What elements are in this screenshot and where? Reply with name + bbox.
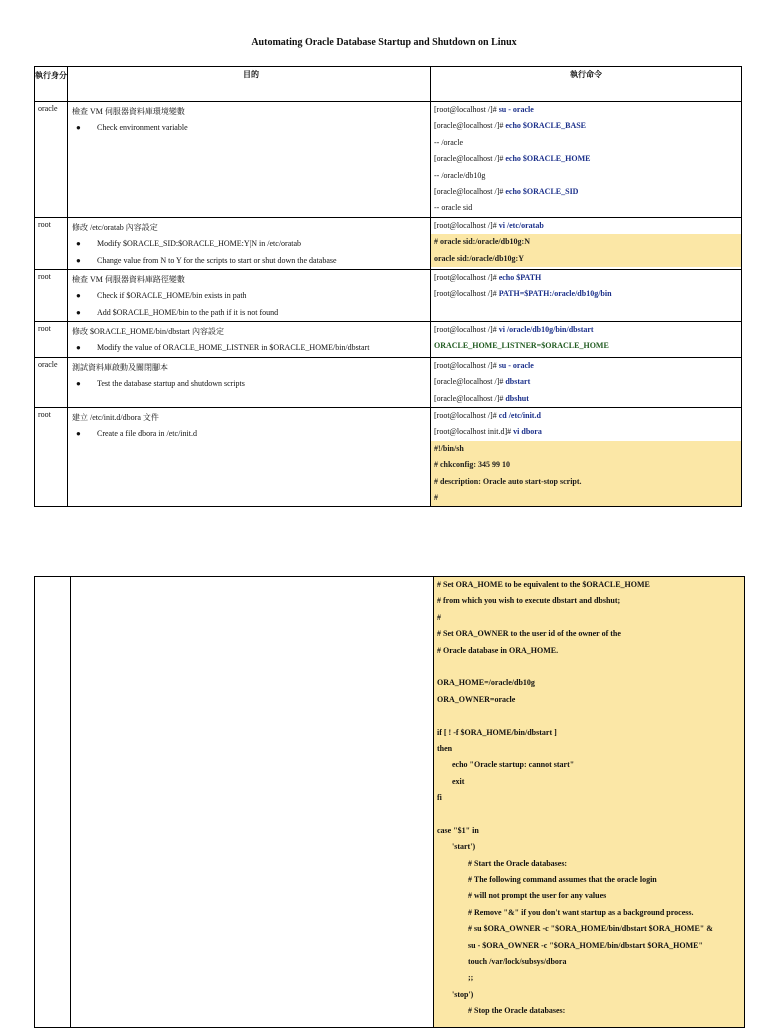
command-prefix: [oracle@localhost /]#	[434, 121, 506, 131]
script-line: touch /var/lock/subsys/dbora	[468, 956, 567, 966]
command-prefix: -- oracle sid	[434, 203, 473, 213]
script-line: #	[437, 612, 441, 622]
command-prefix: [root@localhost /]#	[434, 411, 499, 421]
command-cell	[431, 217, 742, 269]
command-line	[431, 118, 741, 134]
command-line	[431, 168, 741, 184]
bullet-dot-icon: ●	[76, 239, 81, 249]
purpose-cell	[68, 322, 431, 358]
command-prefix: #	[434, 492, 438, 502]
command-line	[431, 200, 741, 216]
script-line: ORA_OWNER=oracle	[437, 694, 516, 704]
command-line	[431, 286, 741, 302]
command-prefix: -- /oracle/db10g	[434, 170, 486, 180]
script-purpose-cell	[71, 577, 434, 1028]
command-line	[431, 374, 741, 390]
role-cell: oracle	[35, 102, 68, 218]
command-prefix: [root@localhost /]#	[434, 220, 499, 230]
command-line	[431, 322, 741, 338]
role-cell: root	[35, 408, 68, 507]
bullet-text: Check if $ORACLE_HOME/bin exists in path	[97, 291, 247, 301]
document-title: Automating Oracle Database Startup and Shutdown on Linux	[251, 37, 517, 48]
command-text: echo $ORACLE_SID	[505, 186, 579, 196]
header-command: 執行命令	[431, 67, 742, 102]
script-line: ;;	[468, 973, 474, 983]
bullet-item	[72, 253, 430, 269]
command-line	[431, 474, 741, 490]
command-line	[431, 234, 741, 250]
purpose-title: 檢查 VM 伺服器資料庫路徑變數	[72, 274, 185, 284]
bullet-dot-icon: ●	[76, 123, 81, 133]
command-text: vi dbora	[513, 427, 542, 437]
bullet-item	[72, 120, 430, 136]
bullet-text: Test the database startup and shutdown scripts	[97, 379, 245, 389]
script-line: 'stop')	[452, 989, 474, 999]
purpose-title: 檢查 VM 伺服器資料庫環境變數	[72, 107, 185, 116]
command-line	[431, 408, 741, 424]
script-line: # The following command assumes that the oracle login	[468, 875, 657, 885]
command-prefix: [root@localhost /]#	[434, 105, 499, 114]
command-prefix: [root@localhost /]#	[434, 289, 499, 299]
command-prefix: [root@localhost init.d]#	[434, 427, 514, 437]
script-code-cell	[434, 577, 745, 1028]
command-line	[431, 391, 741, 407]
purpose-title: 修改 $ORACLE_HOME/bin/dbstart 內容設定	[72, 327, 224, 337]
command-line	[431, 251, 741, 267]
purpose-cell	[68, 357, 431, 407]
bullet-text: Check environment variable	[97, 123, 188, 133]
command-prefix: # oracle sid:/oracle/db10g:N	[434, 237, 530, 247]
purpose-cell	[68, 408, 431, 507]
command-cell	[431, 357, 742, 407]
command-text: cd /etc/init.d	[498, 411, 541, 421]
command-line	[431, 457, 741, 473]
script-line: # will not prompt the user for any values	[468, 891, 607, 901]
purpose-title: 修改 /etc/oratab 內容設定	[72, 222, 158, 232]
command-prefix: oracle sid:/oracle/db10g:Y	[434, 253, 524, 263]
bullet-dot-icon: ●	[76, 343, 81, 353]
bullet-dot-icon: ●	[76, 379, 81, 389]
script-line	[434, 806, 744, 822]
steps-table	[34, 66, 742, 507]
script-line: # Set ORA_HOME to be equivalent to the $ORACLE_HOME	[437, 580, 650, 589]
script-line: # Stop the Oracle databases:	[468, 1006, 566, 1016]
purpose-cell	[68, 269, 431, 321]
command-line	[431, 338, 741, 354]
command-prefix: [oracle@localhost /]#	[434, 154, 506, 164]
command-prefix: [oracle@localhost /]#	[434, 393, 506, 403]
script-line: su - $ORA_OWNER -c "$ORA_HOME/bin/dbstart $ORA_HOME"	[468, 940, 703, 950]
command-prefix: [root@localhost /]#	[434, 272, 499, 282]
role-cell: root	[35, 322, 68, 358]
header-purpose: 目的	[68, 67, 431, 102]
command-text: dbshut	[505, 393, 529, 403]
script-role-cell	[35, 577, 71, 1028]
script-line: # Remove "&" if you don't want startup as a background process.	[468, 907, 694, 917]
command-prefix: #!/bin/sh	[434, 443, 464, 453]
command-text: echo $ORACLE_BASE	[505, 121, 587, 131]
bullet-text: Change value from N to Y for the scripts to start or shut down the database	[97, 255, 337, 265]
script-line: fi	[437, 793, 442, 803]
script-line: ORA_HOME=/oracle/db10g	[437, 678, 535, 688]
command-text: vi /etc/oratab	[498, 220, 544, 230]
command-prefix: # description: Oracle auto start-stop script.	[434, 476, 582, 486]
bullet-text: Modify $ORACLE_SID:$ORACLE_HOME:Y|N in /etc/oratab	[97, 239, 302, 249]
command-prefix: [root@localhost /]#	[434, 360, 499, 370]
purpose-cell	[68, 102, 431, 218]
command-line	[431, 135, 741, 151]
script-line: echo "Oracle startup: cannot start"	[452, 760, 575, 770]
command-text: PATH=$PATH:/oracle/db10g/bin	[498, 289, 612, 299]
table-row	[35, 102, 742, 218]
bullet-dot-icon: ●	[76, 429, 81, 439]
bullet-item	[72, 236, 430, 252]
purpose-cell	[68, 217, 431, 269]
command-line	[431, 102, 741, 118]
header-role: 執行身分	[35, 67, 68, 102]
bullet-item	[72, 426, 430, 442]
role-cell: root	[35, 269, 68, 321]
script-line: # from which you wish to execute dbstart and dbshut;	[437, 596, 621, 606]
command-text: vi /oracle/db10g/bin/dbstart	[498, 325, 594, 335]
command-prefix: # chkconfig: 345 99 10	[434, 460, 510, 470]
bullet-item	[72, 376, 430, 392]
script-line: if [ ! -f $ORA_HOME/bin/dbstart ]	[437, 727, 557, 737]
table-row	[35, 217, 742, 269]
script-line: then	[437, 743, 453, 753]
command-text: ORACLE_HOME_LISTNER=$ORACLE_HOME	[434, 341, 609, 351]
command-cell	[431, 102, 742, 218]
command-cell	[431, 322, 742, 358]
script-line: # Set ORA_OWNER to the user id of the owner of the	[437, 629, 621, 639]
command-text: echo $ORACLE_HOME	[505, 154, 591, 164]
command-line	[431, 184, 741, 200]
command-line	[431, 424, 741, 440]
command-cell	[431, 408, 742, 507]
bullet-dot-icon: ●	[76, 255, 81, 265]
script-table	[34, 576, 745, 1028]
bullet-item	[72, 288, 430, 304]
script-line	[434, 659, 744, 675]
command-line	[431, 270, 741, 286]
purpose-title: 測試資料庫啟動及關閉腳本	[72, 362, 168, 372]
command-line	[431, 490, 741, 506]
script-line: exit	[452, 776, 465, 786]
bullet-text: Create a file dbora in /etc/init.d	[97, 429, 197, 439]
command-text: su - oracle	[498, 360, 534, 370]
command-line	[431, 441, 741, 457]
bullet-item	[72, 305, 430, 321]
bullet-item	[72, 340, 430, 356]
script-line: # su $ORA_OWNER -c "$ORA_HOME/bin/dbstart $ORA_HOME" &	[468, 924, 713, 934]
command-prefix: [oracle@localhost /]#	[434, 377, 506, 387]
table-header-row	[35, 67, 742, 102]
script-row	[35, 577, 745, 1028]
role-cell: root	[35, 217, 68, 269]
script-line: case "$1" in	[437, 825, 479, 835]
command-line	[431, 151, 741, 167]
script-line: 'start')	[452, 842, 476, 852]
command-text: echo $PATH	[498, 272, 542, 282]
table-row	[35, 357, 742, 407]
command-text: su - oracle	[498, 105, 534, 114]
script-line: # Start the Oracle databases:	[468, 858, 568, 868]
bullet-dot-icon: ●	[76, 307, 81, 317]
bullet-text: Add $ORACLE_HOME/bin to the path if it is not found	[97, 307, 279, 317]
command-prefix: -- /oracle	[434, 137, 464, 147]
bullet-text: Modify the value of ORACLE_HOME_LISTNER in $ORACLE_HOME/bin/dbstart	[97, 343, 370, 353]
table-row	[35, 269, 742, 321]
command-prefix: [root@localhost /]#	[434, 325, 499, 335]
script-line	[434, 708, 744, 724]
script-line: # Oracle database in ORA_HOME.	[437, 645, 559, 655]
command-line	[431, 218, 741, 234]
bullet-dot-icon: ●	[76, 291, 81, 301]
table-row	[35, 408, 742, 507]
command-prefix: [oracle@localhost /]#	[434, 186, 506, 196]
purpose-title: 建立 /etc/init.d/dbora 文件	[72, 413, 159, 423]
command-line	[431, 358, 741, 374]
table-row	[35, 322, 742, 358]
command-text: dbstart	[505, 377, 531, 387]
role-cell: oracle	[35, 357, 68, 407]
command-cell	[431, 269, 742, 321]
